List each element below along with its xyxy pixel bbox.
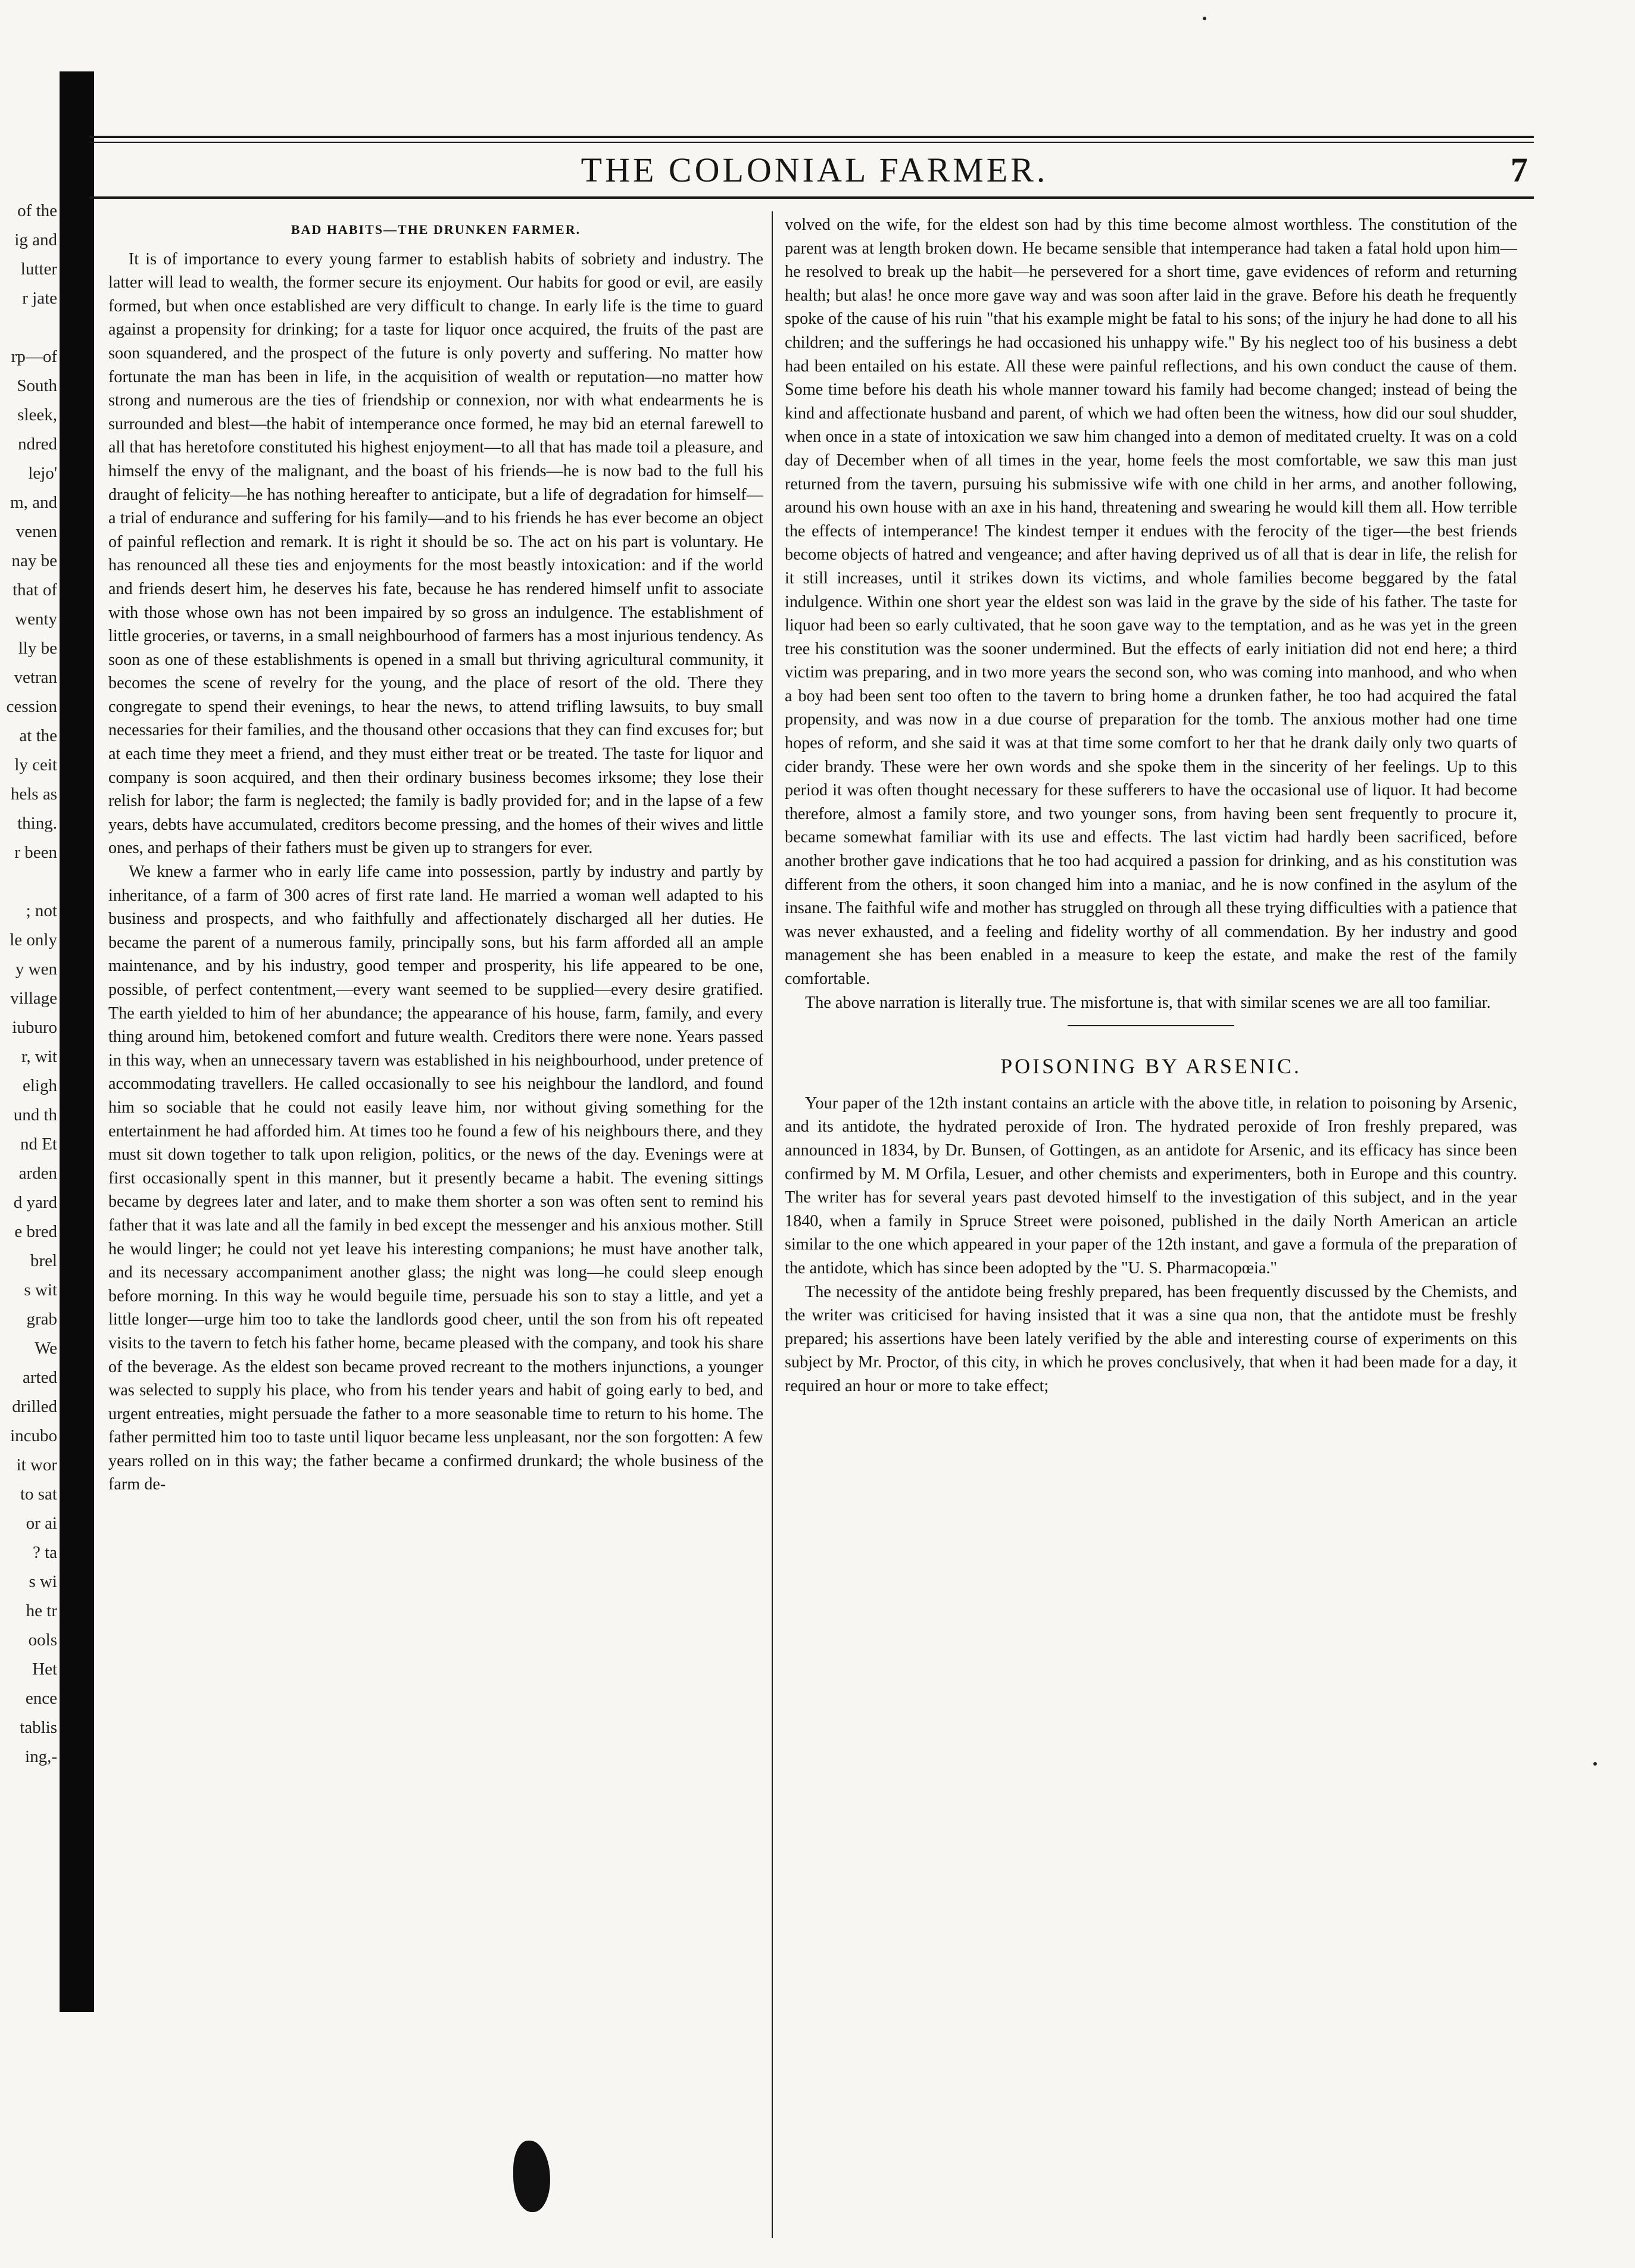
article-separator <box>1068 1025 1234 1026</box>
article-paragraph: The necessity of the antidote being freshly prepared, has been frequently discussed by the Chemists, and the writer was criticised for having insisted that it was a sine qua non, that the antidote must be freshly prepared; his assertions have been lately verified by the able and interesting course of experiments on this subject by Mr. Proctor, of this city, in which he proves conclusively, that when it had been made for a day, it required an hour or more to take effect; <box>785 1282 1517 1395</box>
binding-shadow <box>60 71 94 2012</box>
masthead-bottom-rule <box>89 196 1534 199</box>
masthead-top-rule <box>89 136 1534 138</box>
margin-fragment: m, and <box>10 493 57 512</box>
margin-fragment <box>0 313 57 342</box>
margin-fragment: brel <box>30 1251 57 1270</box>
margin-fragment: y wen <box>15 960 57 979</box>
margin-fragment: lejo' <box>28 464 57 483</box>
speck <box>1203 17 1206 20</box>
margin-fragment: grab <box>26 1310 57 1329</box>
margin-fragment: r, wit <box>21 1047 57 1066</box>
margin-fragment: it wor <box>16 1455 57 1474</box>
margin-fragment: ools <box>28 1630 57 1650</box>
margin-fragment: Het <box>32 1660 57 1679</box>
article-heading-poisoning: POISONING BY ARSENIC. <box>1000 1054 1302 1079</box>
margin-fragment: or ai <box>26 1514 57 1533</box>
margin-fragment: lly be <box>18 639 57 658</box>
margin-fragment: ndred <box>17 435 57 454</box>
article-paragraph: We knew a farmer who in early life came into possession, partly by industry and partly by inheritance, of a farm of 300 acres of first rate land. He married a woman well adapted to his business and prospects, and who faithfully and affectionately discharged all her duties. He became the parent of a numerous family, principally sons, but his farm afforded all an ample maintenance, and by his industry, good temper and prosperity, his life appeared to be one, possible, of perfect contentment,—every want seemed to be supplied—every desire gratified. The earth yielded to him of her abundance; the appearance of his house, farm, family, and every thing around him, betokened comfort and future wealth. Creditors there were none. Years passed in this way, when an unnecessary tavern was established in his neighbourhood, under pretence of accommodating travellers. He called occasionally to see his neighbour the landlord, and found him so sociable that he could not easily leave him, nor without giving something for the entertainment he had afforded him. At times too he found a few of his neighbours there, and they must sit down together to talk upon religion, politics, or the news of the day. Evenings were at first occasionally spent in this manner, but it presently became a habit. The evening sittings became by degrees later and later, and to make them shorter a son was often sent to remind his father that it was late and all the family in bed except the messenger and his anxious mother. Still he would linger; he could not yet leave his interesting companions; he must have another talk, and its necessary accompaniment another glass; the night was long—he could sleep enough before morning. In this way he would beguile time, persuade his son to stay a little, and yet a little longer—urge him too to take the landlords good cheer, until the son from his oft repeated visits to the tavern to fetch his father home, became pleased with the company, and took his share of the beverage. As the eldest son became proved recreant to the mothers injunctions, a younger was selected to supply his place, who from his tender years and habit of going early to bed, and urgent entreaties, might persuade the father to a more seasonable time to return to his home. The father permitted him too to taste until liquor became less unpleasant, nor the son forgotten: A few years rolled on in this way; the father became a confirmed drunkard; the whole business of the farm de- <box>108 863 763 1494</box>
margin-fragment: ; not <box>26 901 57 920</box>
margin-fragment: ? ta <box>32 1543 57 1562</box>
margin-fragment: at the <box>19 726 57 745</box>
page-title: THE COLONIAL FARMER. <box>581 151 1049 189</box>
article-paragraph: The above narration is literally true. The misfortune is, that with similar scenes we are all too familiar. <box>805 993 1491 1012</box>
margin-fragment: eligh <box>23 1076 57 1095</box>
margin-fragment: We <box>35 1339 57 1358</box>
article-paragraph: Your paper of the 12th instant contains an article with the above title, in relation to poisoning by Arsenic, and its antidote, the hydrated peroxide of Iron. The hydrated peroxide of Iron freshly prepared, was announced in 1834, by Dr. Bunsen, of Gottingen, as an antidote for Arsenic, and its efficacy has since been confirmed by M. M Orfila, Lesuer, and other chemists and experimenters, both in Europe and this country. The writer has for several years past devoted himself to the investigation of this subject, and in the year 1840, when a family in Spruce Street were poisoned, published in the daily North American an article similar to the one which appeared in your paper of the 12th instant, and gave a formula of the preparation of the antidote, which has since been adopted by the "U. S. Pharmacopœia." <box>785 1094 1517 1277</box>
masthead-top-rule-thin <box>89 142 1534 143</box>
ink-blot <box>513 2141 550 2212</box>
adjacent-page-text <box>0 196 57 1772</box>
margin-fragment: arden <box>18 1164 57 1183</box>
margin-fragment: drilled <box>12 1397 57 1416</box>
article-heading-bad-habits: BAD HABITS—THE DRUNKEN FARMER. <box>291 222 581 237</box>
margin-fragment: arted <box>23 1368 57 1387</box>
margin-fragment: nd Et <box>20 1135 57 1154</box>
margin-fragment: d yard <box>13 1193 57 1212</box>
masthead <box>101 150 1528 189</box>
margin-fragment: ig and <box>14 230 57 249</box>
margin-fragment: nay be <box>11 551 57 570</box>
adjacent-page-fragments <box>0 196 57 1774</box>
margin-fragment: ing,- <box>25 1747 57 1766</box>
right-column <box>785 213 1517 1398</box>
page-number: 7 <box>1511 151 1528 189</box>
margin-fragment: r jate <box>22 289 57 308</box>
margin-fragment: that of <box>13 580 57 599</box>
margin-fragment: ly ceit <box>14 755 57 774</box>
margin-fragment: r been <box>14 843 57 862</box>
margin-fragment: South <box>17 376 57 395</box>
margin-fragment: wenty <box>15 610 57 629</box>
margin-fragment: thing. <box>17 814 57 833</box>
margin-fragment: cession <box>6 697 57 716</box>
margin-fragment <box>0 867 57 896</box>
margin-fragment: tablis <box>20 1718 57 1737</box>
margin-fragment: ence <box>25 1689 57 1708</box>
margin-fragment: to sat <box>20 1485 57 1504</box>
speck <box>1593 1762 1597 1766</box>
margin-fragment: hels as <box>10 785 57 804</box>
margin-fragment: sleek, <box>17 405 57 424</box>
margin-fragment: le only <box>10 930 57 949</box>
margin-fragment: s wi <box>29 1572 57 1591</box>
margin-fragment: und th <box>13 1105 57 1124</box>
margin-fragment: iuburo <box>12 1018 57 1037</box>
article-paragraph-continued: volved on the wife, for the eldest son had by this time become almost worthless. The constitution of the parent was at length broken down. He became sensible that intemperance had taken a fatal hold upon him—he resolved to break up the habit—he persevered for a short time, gave evidences of reform and returning health; but alas! he once more gave way and was soon after laid in the grave. Before his death he frequently spoke of the cause of his ruin "that his example might be fatal to his sons; of the injury he had done to all his children; and the sufferings he had occasioned his unhappy wife." By his neglect too of his business a debt had been entailed on his estate. All these were painful reflections, and his own conduct the cause of them. Some time before his death his whole manner toward his family had become changed; instead of being the kind and affectionate husband and parent, of which we had often been the witness, how did our soul shudder, when once in a state of intoxication we saw him changed into a demon of meditated cruelty. It was on a cold day of December when of all times in the year, home feels the most comfortable, we saw this man just returned from the tavern, pursuing his submissive wife with one child in her arms, and another following, around his own house with an axe in his hand, threatening and swearing he would kill them all. How terrible the effects of intemperance! The kindest temper it endues with the ferocity of the tiger—the best friends become objects of hatred and vengeance; and after having deprived us of all that is dear in life, the relish for it still increases, until it strikes down its victims, and whole families become beggared by the fatal indulgence. Within one short year the eldest son was laid in the grave by the side of his father. The taste for liquor had been so early cultivated, that he soon gave way to the temptation, and as he was yet in the green tree his constitution was the sooner undermined. But the effects of early initiation did not end here; a third victim was preparing, and in two more years the second son, who was coming into manhood, and who when a boy had been sent too often to the tavern to bring home a drunken father, he too had acquired the fatal propensity, and was now in a due course of preparation for the tomb. The anxious mother had one time hopes of reform, and she said it was at that time some comfort to her that he drank daily only two quarts of cider brandy. These were her own words and she spoke them in the sincerity of her feelings. Up to this period it was often thought necessary for these sufferers to have the occasional use of liquor. It had become therefore, almost a family store, and two younger sons, from having been sent frequently to procure it, became somewhat familiar with its use and effects. The last victim had hardly been sacrificed, before another brother gave indications that he too had acquired a passion for drinking, and as his constitution was different from the others, it soon changed him into a maniac, and he is now confined in the asylum of the insane. The faithful wife and mother has struggled on through all these trying difficulties with a patience that was never exhausted, and a feeling and fidelity worthy of all commendation. By her industry and good management she has been enabled in a measure to keep the estate, and make the rest of the family comfortable. <box>785 215 1517 988</box>
margin-fragment: venen <box>15 522 57 541</box>
left-column <box>108 213 763 1497</box>
margin-fragment: s wit <box>24 1280 57 1299</box>
margin-fragment: he tr <box>26 1601 57 1620</box>
margin-fragment: incubo <box>10 1426 57 1445</box>
column-divider <box>772 211 773 2238</box>
margin-fragment: village <box>10 989 57 1008</box>
margin-fragment: lutter <box>20 260 57 279</box>
margin-fragment: rp—of <box>11 347 57 366</box>
margin-fragment: e bred <box>14 1222 57 1241</box>
margin-fragment: of the <box>17 201 57 220</box>
article-paragraph: It is of importance to every young farmer to establish habits of sobriety and industry. The latter will lead to wealth, the former secure its enjoyment. Our habits for good or evil, are easily formed, but when once established are very difficult to change. In early life is the time to guard against a propensity for drinking; for a taste for liquor once acquired, the fruits of the past are soon squandered, and the prospect of the future is only poverty and suffering. No matter how fortunate the man has been in life, in the acquisition of wealth or reputation—no matter how strong and numerous are the ties of friendship or connexion, nor with what endearments he is surrounded and blest—the habit of intemperance once formed, he may bid an eternal farewell to all that has heretofore constituted his highest enjoyment—to all that has made toil a pleasure, and himself the envy of the malignant, and the boast of his friends—he is now bad to the full his draught of felicity—he has nothing hereafter to anticipate, but a life of degradation for himself—a trial of endurance and suffering for his family—and to his friends he has ever become an object of painful reflection and remark. It is right it should be so. The act on his part is voluntary. He has renounced all these ties and enjoyments for the most beastly intoxication: and if the world and friends desert him, he deserves his fate, because he has rendered himself unfit to associate with those whose own has not been impaired by so gross an indulgence. The establishment of little groceries, or taverns, in a small neighbourhood of farmers has a most injurious tendency. As soon as one of these establishments is opened in a small but thriving agricultural community, it becomes the scene of revelry for the young, and the place of resort of the old. There they congregate to spend their evenings, to hear the news, to attend trifling lawsuits, to buy small necessaries for their families, and the thousand other occasions that they can find excuses for; but at each time they meet a friend, and they must either treat or be treated. The taste for liquor and company is soon acquired, and then their ordinary business becomes irksome; they lose their relish for labor; the farm is neglected; the family is badly provided for; and in the lapse of a few years, debts have accumulated, creditors become pressing, and the homes of their wives and little ones, and perhaps of their fathers must be given up to strangers for ever. <box>108 249 763 858</box>
margin-fragment: vetran <box>14 668 57 687</box>
